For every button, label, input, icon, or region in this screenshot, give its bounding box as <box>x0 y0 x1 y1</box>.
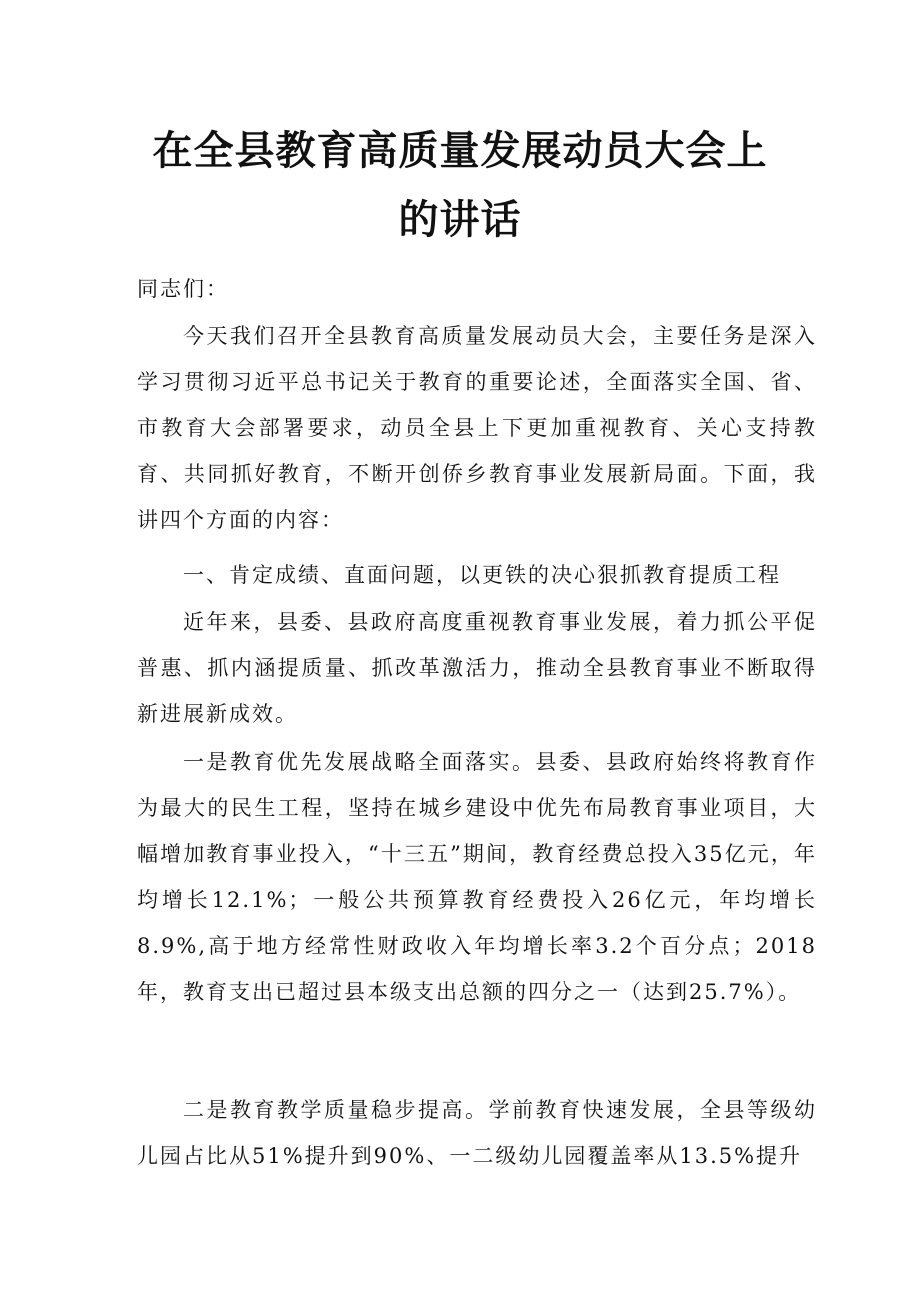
paragraph-point-2: 二是教育教学质量稳步提高。学前教育快速发展，全县等级幼儿园占比从51%提升到90%、一二级幼儿园覆盖率从13.5%提升 <box>137 1098 817 1168</box>
paragraph-overview: 近年来，县委、县政府高度重视教育事业发展，着力抓公平促普惠、抓内涵提质量、抓改革激活力，推动全县教育事业不断取得新进展新成效。 <box>137 610 817 726</box>
paragraph-point-1: 一是教育优先发展战略全面落实。县委、县政府始终将教育作为最大的民生工程，坚持在城乡建设中优先布局教育事业项目，大幅增加教育事业投入，“十三五”期间，教育经费总投入35亿元，年均增长12.1%；一般公共预算教育经费投入26亿元，年均增长8.9%,高于地方经常性财政收入年均增长率3.2个百分点；2018年，教育支出已超过县本级支出总额的四分之一（达到25.7%）。 <box>137 750 817 1004</box>
paragraph-intro: 今天我们召开全县教育高质量发展动员大会，主要任务是深入学习贯彻习近平总书记关于教育的重要论述，全面落实全国、省、市教育大会部署要求，动员全县上下更加重视教育、关心支持教育、共同抓好教育，不断开创侨乡教育事业发展新局面。下面，我讲四个方面的内容： <box>137 324 817 532</box>
document-title-line-2: 的讲话 <box>398 197 522 243</box>
salutation: 同志们： <box>137 277 229 301</box>
document-title-line-1: 在全县教育高质量发展动员大会上 <box>152 128 768 174</box>
section-heading-1: 一、肯定成绩、直面问题，以更铁的决心狠抓教育提质工程 <box>183 563 781 587</box>
